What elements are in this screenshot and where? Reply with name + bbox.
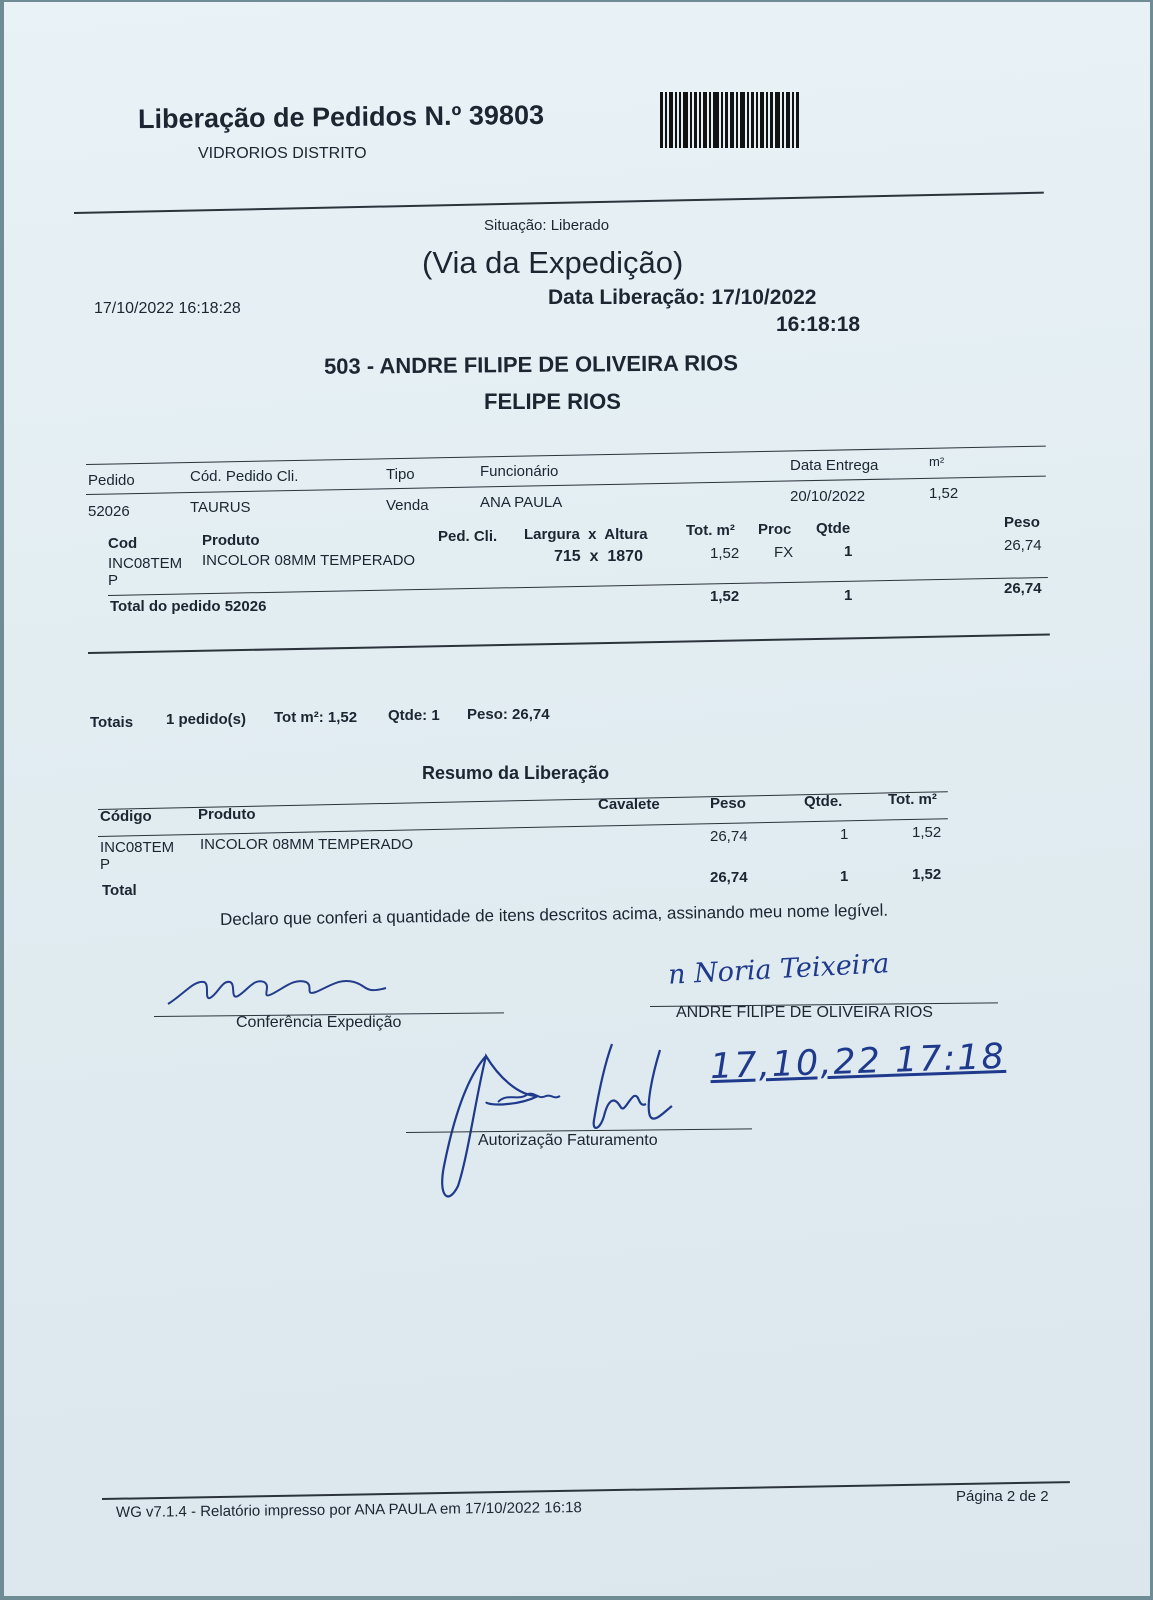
release-date: Data Liberação: 17/10/2022 xyxy=(548,286,817,309)
item-col-peso: Peso xyxy=(1004,514,1040,531)
summary-total-peso: 26,74 xyxy=(710,869,748,886)
summary-tot-m2: 1,52 xyxy=(912,824,942,841)
order-funcionario: ANA PAULA xyxy=(480,494,563,511)
totals-peso: Peso: 26,74 xyxy=(467,706,550,723)
item-cod-wrap: P xyxy=(108,572,119,589)
col-m2: m² xyxy=(929,454,945,469)
footer-page-number: Página 2 de 2 xyxy=(956,1488,1049,1505)
order-cod-pedido-cli: TAURUS xyxy=(190,499,251,516)
order-pedido: 52026 xyxy=(88,503,130,520)
summary-col-codigo: Código xyxy=(100,808,152,825)
summary-col-tot-m2: Tot. m² xyxy=(888,791,937,808)
item-peso: 26,74 xyxy=(1004,537,1042,554)
summary-col-cavalete: Cavalete xyxy=(598,796,660,813)
item-col-produto: Produto xyxy=(202,532,260,549)
summary-col-produto: Produto xyxy=(198,806,256,823)
footer-printed-by: WG v7.1.4 - Relatório impresso por ANA PAULA em 17/10/2022 16:18 xyxy=(115,1499,582,1521)
declaration-text: Declaro que conferi a quantidade de itens descritos acima, assinando meu nome legível. xyxy=(219,900,889,929)
summary-qtde: 1 xyxy=(840,826,849,843)
summary-col-peso: Peso xyxy=(710,795,746,812)
item-produto: INCOLOR 08MM TEMPERADO xyxy=(202,552,416,569)
release-time: 16:18:18 xyxy=(776,313,861,336)
summary-codigo-wrap: P xyxy=(100,856,111,873)
col-tipo: Tipo xyxy=(386,466,415,483)
conferencia-label: Conferência Expedição xyxy=(236,1014,402,1031)
item-cod: INC08TEM xyxy=(108,555,183,572)
summary-total-label: Total xyxy=(102,882,137,899)
summary-codigo: INC08TEM xyxy=(100,839,175,856)
header-rule xyxy=(74,192,1044,214)
client-signature-label: ANDRE FILIPE DE OLIVEIRA RIOS xyxy=(676,1004,933,1021)
summary-title: Resumo da Liberação xyxy=(422,763,610,783)
order-total-m2: 1,52 xyxy=(710,588,740,605)
item-col-proc: Proc xyxy=(758,521,792,538)
order-total-qtde: 1 xyxy=(844,587,853,604)
order-data-entrega: 20/10/2022 xyxy=(790,488,866,505)
document-page xyxy=(4,2,1150,1596)
summary-produto: INCOLOR 08MM TEMPERADO xyxy=(200,836,414,853)
summary-peso: 26,74 xyxy=(710,828,748,845)
item-col-ped-cli: Ped. Cli. xyxy=(438,528,498,545)
item-total-rule xyxy=(108,577,1048,596)
item-col-tot-m2: Tot. m² xyxy=(686,522,735,539)
totals-m2: Tot m²: 1,52 xyxy=(274,709,358,726)
item-col-qtde: Qtde xyxy=(816,520,851,537)
order-top-rule xyxy=(86,446,1046,465)
footer-rule xyxy=(102,1481,1070,1500)
order-total-peso: 26,74 xyxy=(1004,580,1042,597)
summary-total-m2: 1,52 xyxy=(912,866,942,883)
summary-col-qtde: Qtde. xyxy=(804,793,843,810)
totals-qtde: Qtde: 1 xyxy=(388,707,440,724)
col-pedido: Pedido xyxy=(88,472,135,489)
item-proc: FX xyxy=(774,544,794,561)
order-tipo: Venda xyxy=(386,497,429,514)
order-bottom-rule xyxy=(88,634,1050,654)
status-label: Situação: Liberado xyxy=(484,217,610,234)
col-cod-pedido-cli: Cód. Pedido Cli. xyxy=(190,468,299,485)
autorizacao-signature xyxy=(428,1036,688,1206)
item-qtde: 1 xyxy=(844,543,853,560)
item-col-largura-altura: Largura x Altura xyxy=(524,526,648,543)
order-total-label: Total do pedido 52026 xyxy=(110,598,267,615)
handwritten-datetime: 17,10,22 17:18 xyxy=(709,1036,1007,1088)
print-datetime: 17/10/2022 16:18:28 xyxy=(94,300,241,317)
totals-pedidos: 1 pedido(s) xyxy=(166,711,247,728)
document-title: Liberação de Pedidos N.º 39803 xyxy=(137,99,545,135)
item-col-cod: Cod xyxy=(108,535,138,552)
barcode xyxy=(660,92,835,148)
via-label: (Via da Expedição) xyxy=(422,245,684,280)
client-nickname: FELIPE RIOS xyxy=(484,389,621,414)
autorizacao-label: Autorização Faturamento xyxy=(478,1132,658,1149)
item-tot-m2: 1,52 xyxy=(710,545,740,562)
order-m2: 1,52 xyxy=(929,485,959,502)
totals-label: Totais xyxy=(90,714,134,731)
col-funcionario: Funcionário xyxy=(480,463,559,480)
client-handwritten-name: n Noria Teixeira xyxy=(667,948,891,991)
summary-total-qtde: 1 xyxy=(840,868,849,885)
item-dimensoes: 715 x 1870 xyxy=(554,548,643,565)
company-name: VIDRORIOS DISTRITO xyxy=(198,145,367,162)
conferencia-signature xyxy=(164,970,404,1010)
client-name: 503 - ANDRE FILIPE DE OLIVEIRA RIOS xyxy=(323,350,739,379)
col-data-entrega: Data Entrega xyxy=(790,457,879,474)
